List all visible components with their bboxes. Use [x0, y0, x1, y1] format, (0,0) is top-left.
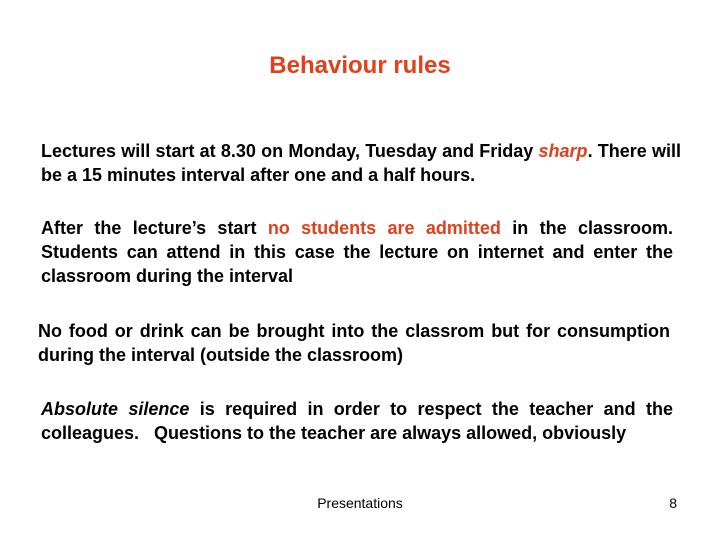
- emphasis-text: no students are admitted: [267, 218, 501, 238]
- page-number: 8: [669, 495, 677, 511]
- paragraph-text: in the classroom. Students can attend in this case the lecture on internet and enter the classroom during the interval: [41, 218, 674, 286]
- paragraph-food-drink: [38, 319, 670, 367]
- emphasis-text: Absolute silence: [41, 399, 190, 419]
- paragraph-text: is required in order to respect the teacher and the colleagues. Questions to the teacher are always allowed, obviously: [41, 399, 678, 443]
- paragraph-text: Lectures will start at 8.30 on Monday, Tuesday and Friday: [41, 141, 539, 161]
- paragraph-text: No food or drink can be brought into the classrom but for consumption during the interval (outside the classroom): [38, 321, 670, 365]
- slide-title: Behaviour rules: [269, 52, 451, 79]
- paragraph-admission: [41, 216, 673, 288]
- paragraph-lecture-start: [41, 139, 681, 187]
- paragraph-text: . There will be a 15 minutes interval after one and a half hours.: [41, 141, 681, 185]
- paragraph-silence: [41, 397, 678, 445]
- paragraph-text: After the lecture’s start: [41, 218, 268, 238]
- emphasis-text: sharp: [538, 141, 588, 161]
- footer-label: Presentations: [317, 495, 403, 511]
